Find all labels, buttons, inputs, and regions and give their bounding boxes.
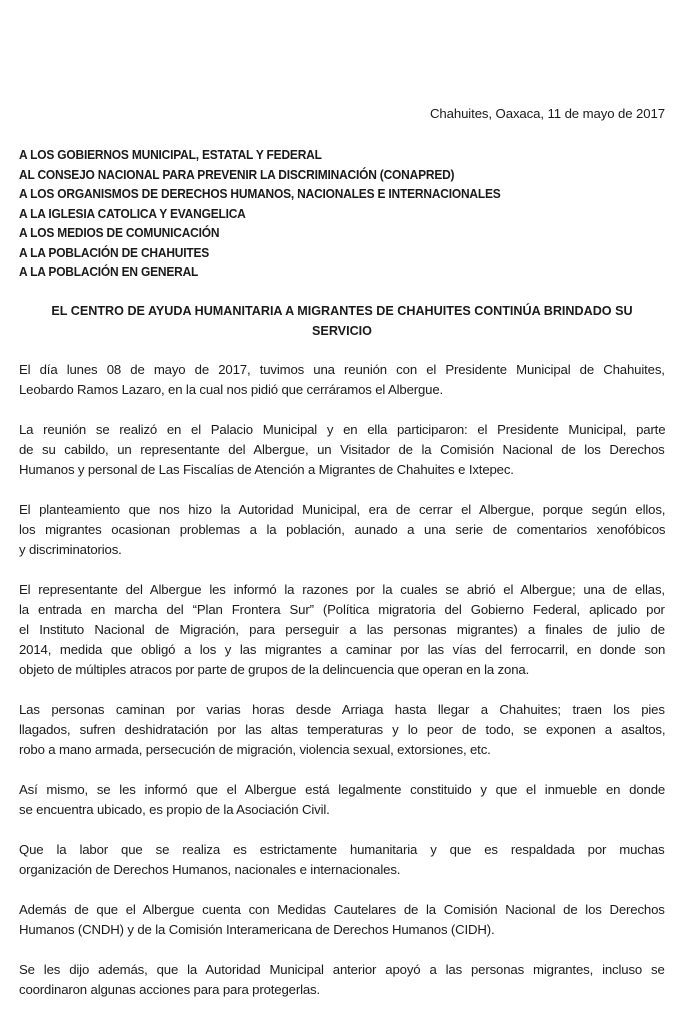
paragraph	[19, 580, 665, 680]
paragraph-line: El representante del Albergue les informó la razones por la cuales se abrió el Albergue; una de ellas,	[19, 582, 665, 597]
paragraph-line: Se les dijo además, que la Autoridad Municipal anterior apoyó a las personas migrantes, incluso se	[19, 962, 665, 977]
paragraph-line: El planteamiento que nos hizo la Autoridad Municipal, era de cerrar el Albergue, porque según ellos,	[19, 502, 666, 517]
title-line-2: SERVICIO	[312, 323, 372, 338]
paragraph	[19, 420, 665, 480]
paragraph-line: coordinaron algunas acciones para para protegerlas.	[19, 982, 320, 997]
paragraph-line: Además de que el Albergue cuenta con Medidas Cautelares de la Comisión Nacional de los Derechos	[19, 902, 665, 917]
addressee-item: A LA POBLACIÓN EN GENERAL	[19, 265, 199, 279]
paragraph-line: los migrantes ocasionan problemas a la población, aunado a una serie de comentarios xenofóbicos	[19, 522, 666, 537]
addressee-item: A LA POBLACIÓN DE CHAHUITES	[19, 245, 210, 260]
paragraph	[19, 840, 665, 880]
paragraph-line: 2014, medida que obligó a los y las migrantes a caminar por las vías del ferrocarril, en donde son	[19, 642, 666, 657]
paragraph-line: organización de Derechos Humanos, nacionales e internacionales.	[19, 862, 401, 877]
document-title	[19, 302, 665, 341]
paragraph	[19, 960, 665, 1000]
addressee-list	[19, 146, 669, 283]
paragraph-line: llagados, sufren deshidratación por las altas temperaturas y lo peor de todo, se exponen a asaltos,	[19, 722, 666, 737]
addressee-item: A LOS MEDIOS DE COMUNICACIÓN	[19, 226, 220, 240]
addressee-item: AL CONSEJO NACIONAL PARA PREVENIR LA DISCRIMINACIÓN (CONAPRED)	[19, 167, 455, 182]
paragraph-line: Las personas caminan por varias horas desde Arriaga hasta llegar a Chahuites; traen los pies	[19, 702, 665, 717]
paragraph-line: El día lunes 08 de mayo de 2017, tuvimos una reunión con el Presidente Municipal de Chahuites,	[19, 362, 665, 377]
paragraph	[19, 360, 665, 400]
paragraph	[19, 500, 665, 560]
paragraph-line: objeto de múltiples atracos por parte de grupos de la delincuencia que operan en la zona.	[19, 662, 530, 677]
addressee-item: A LOS ORGANISMOS DE DERECHOS HUMANOS, NACIONALES E INTERNACIONALES	[19, 187, 501, 201]
paragraph-line: Que la labor que se realiza es estrictamente humanitaria y que es respaldada por muchas	[19, 842, 665, 857]
paragraph-line: y discriminatorios.	[19, 542, 122, 557]
title-line-1: EL CENTRO DE AYUDA HUMANITARIA A MIGRANTES DE CHAHUITES CONTINÚA BRINDADO SU	[51, 304, 633, 318]
paragraph-line: Humanos y personal de Las Fiscalías de Atención a Migrantes de Chahuites e Ixtepec.	[19, 462, 514, 477]
paragraph	[19, 900, 665, 940]
paragraph-line: Así mismo, se les informó que el Albergue está legalmente constituido y que el inmueble en donde	[19, 782, 666, 797]
paragraph-line: Humanos (CNDH) y de la Comisión Interamericana de Derechos Humanos (CIDH).	[19, 922, 495, 937]
paragraph	[19, 780, 665, 820]
paragraph-line: La reunión se realizó en el Palacio Municipal y en ella participaron: el Presidente Municipal, parte	[19, 422, 666, 437]
paragraph	[19, 700, 665, 760]
addressee-item: A LA IGLESIA CATOLICA Y EVANGELICA	[19, 206, 246, 221]
paragraph-line: se encuentra ubicado, es propio de la Asociación Civil.	[19, 802, 330, 817]
paragraph-line: Leobardo Ramos Lazaro, en la cual nos pidió que cerráramos el Albergue.	[19, 382, 444, 397]
paragraph-line: robo a mano armada, persecución de migración, violencia sexual, extorsiones, etc.	[19, 742, 491, 757]
paragraph-line: el Instituto Nacional de Migración, para perseguir a las personas migrantes) a finales de julio de	[19, 622, 665, 637]
addressee-item: A LOS GOBIERNOS MUNICIPAL, ESTATAL Y FEDERAL	[19, 148, 322, 162]
paragraph-line: de su cabildo, un representante del Albergue, un Visitador de la Comisión Nacional de los Derechos	[19, 442, 665, 457]
paragraph-line: la entrada en marcha del “Plan Frontera Sur” (Política migratoria del Gobierno Federal, aplicado por	[19, 602, 665, 617]
date-line: Chahuites, Oaxaca, 11 de mayo de 2017	[429, 106, 665, 121]
